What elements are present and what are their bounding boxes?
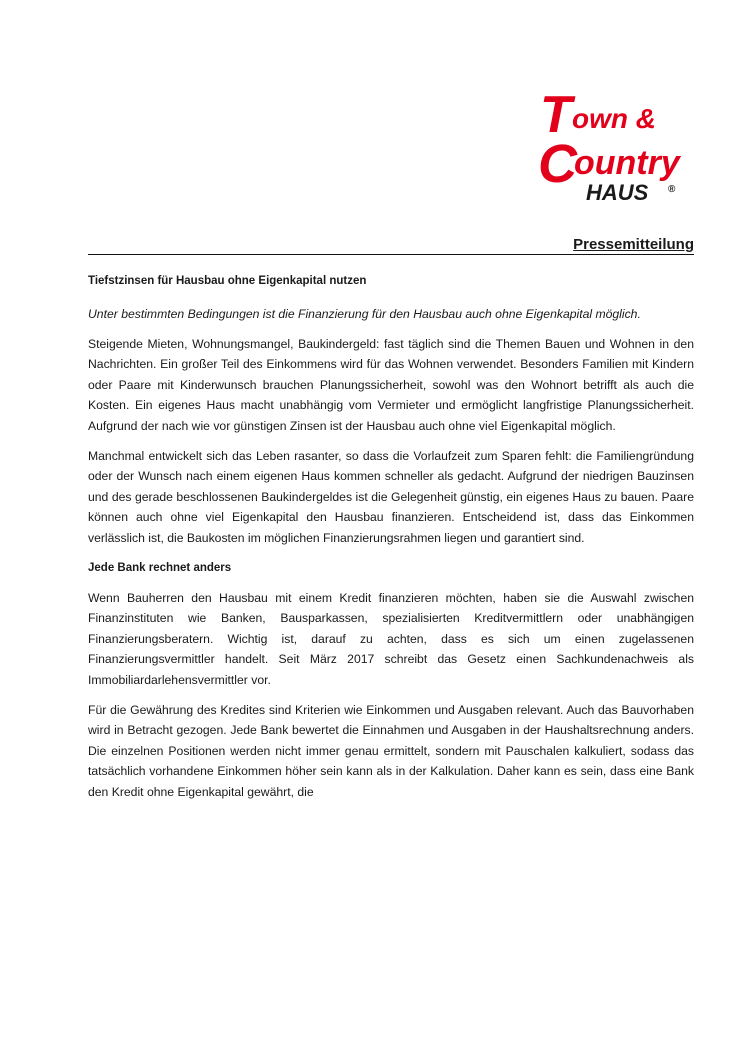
article-subheading: Jede Bank rechnet anders [88, 561, 232, 574]
header-divider [88, 254, 694, 255]
paragraph: Manchmal entwickelt sich das Leben rasanter, so dass die Vorlaufzeit zum Sparen fehlt: die Familiengründung oder der Wunsch nach einem eigenen Haus kommen schneller als gedacht. Aufgrund der niedrigen Bauzinsen und des gerade beschlossenen Baukindergeldes ist die Gelegenheit günstig, ein eigenes Haus zu bauen. Paare können auch ohne viel Eigenkapital den Hausbau finanzieren. Entscheidend ist, dass das Einkommen verlässlich ist, die Baukosten im möglichen Finanzierungsrahmen liegen und garantiert sind. [88, 448, 694, 545]
logo-registered: ® [668, 184, 676, 195]
article-lead: Unter bestimmten Bedingungen ist die Finanzierung für den Hausbau auch ohne Eigenkapital möglich. [88, 307, 641, 321]
document-type-label: Pressemitteilung [573, 236, 694, 253]
logo-line3: HAUS [586, 180, 649, 205]
logo-initial-c: C [538, 134, 577, 194]
article-headline: Tiefstzinsen für Hausbau ohne Eigenkapital nutzen [88, 275, 367, 287]
paragraph: Steigende Mieten, Wohnungsmangel, Baukindergeld: fast täglich sind die Themen Bauen und Wohnen in den Nachrichten. Ein großer Teil des Einkommens wird für das Wohnen verwendet. Besonders Familien mit Kindern oder Paare mit Kinderwunsch brauchen Planungssicherheit, sowohl was den Wohnort betrifft als auch die Kosten. Ein eigenes Haus macht unabhängig vom Vermieter und ermöglicht langfristige Planungssicherheit. Aufgrund der nach wie vor günstigen Zinsen ist der Hausbau auch ohne viel Eigenkapital möglich. [88, 336, 694, 433]
paragraph: Für die Gewährung des Kredites sind Kriterien wie Einkommen und Ausgaben relevant. Auch das Bauvorhaben wird in Betracht gezogen. Jede Bank bewertet die Einnahmen und Ausgaben in der Haushaltsrechnung anders. Die einzelnen Positionen werden nicht immer genau ermittelt, sondern mit Pauschalen kalkuliert, sodass das tatsächlich vorhandene Einkommen höher sein kann als in der Kalkulation. Daher kann es sein, dass eine Bank den Kredit ohne Eigenkapital gewährt, die [88, 702, 694, 799]
paragraph: Wenn Bauherren den Hausbau mit einem Kredit finanzieren möchten, haben sie die Auswahl zwischen Finanzinstituten wie Banken, Bausparkassen, spezialisierten Kreditvermittlern oder unabhängigen Finanzierungsberatern. Wichtig ist, darauf zu achten, dass es sich um einen zugelassenen Finanzierungsvermittler handelt. Seit März 2017 schreibt das Gesetz einen Sachkundenachweis als Immobiliardarlehensvermittler vor. [88, 590, 694, 687]
logo-line2: ountry [574, 144, 680, 182]
town-country-haus-logo [536, 88, 696, 208]
article-body [88, 271, 694, 811]
logo-initial-t: T [540, 88, 572, 144]
logo-line1: own & [572, 103, 656, 134]
